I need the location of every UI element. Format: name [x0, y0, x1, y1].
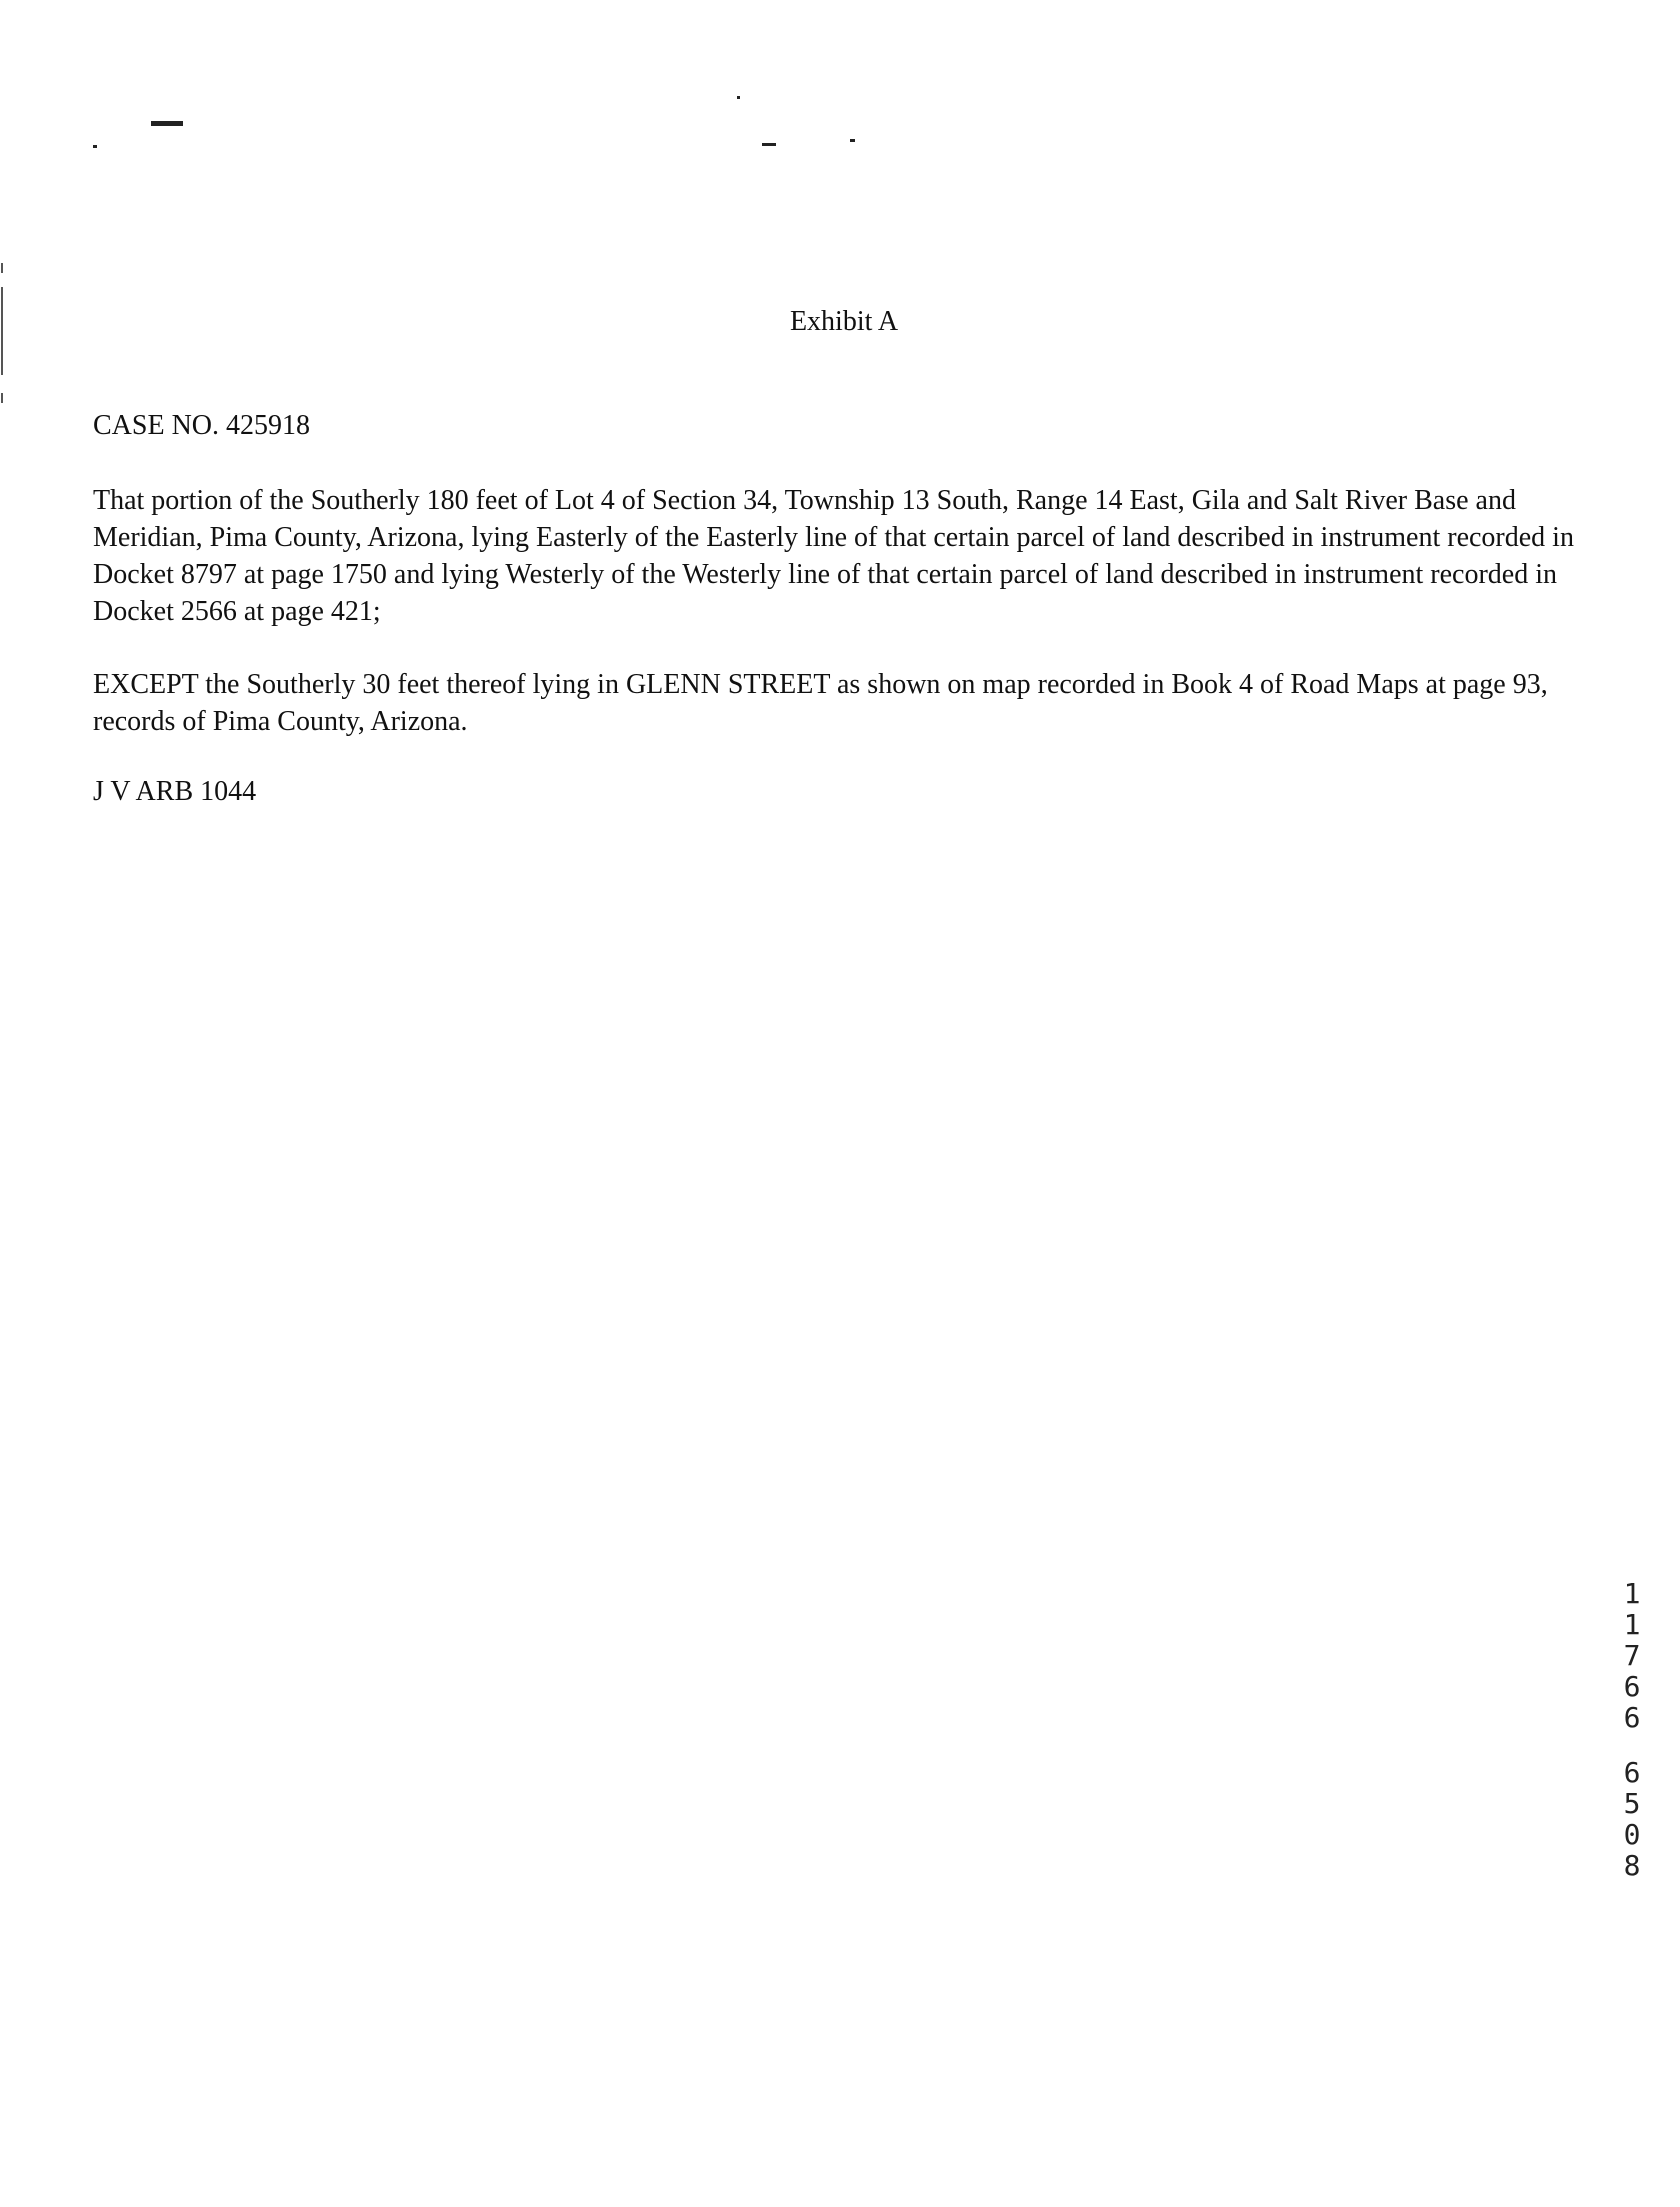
case-number: CASE NO. 425918: [93, 410, 311, 441]
reference-code: J V ARB 1044: [93, 776, 257, 807]
stamp-digit: 7: [1623, 1639, 1641, 1672]
stamp-digit: 8: [1623, 1849, 1641, 1882]
legal-description-paragraph: That portion of the Southerly 180 feet of Lot 4 of Section 34, Township 13 South, Range 14 East, Gila and Salt River Base and Meridian, Pima County, Arizona, lying Easterly of the Easterly line of that certain parcel of land described in instrument recorded in Docket 8797 at page 1750 and lying Westerly of the Westerly line of that certain parcel of land described in instrument recorded in Docket 2566 at page 421;: [93, 485, 1574, 627]
stamp-digit: 0: [1623, 1818, 1641, 1851]
stamp-digit: 1: [1623, 1608, 1641, 1641]
stamp-digit: 6: [1623, 1756, 1641, 1789]
recording-stamp: [1612, 1578, 1652, 1881]
scan-margin-line: [1, 263, 3, 273]
scan-margin-line: [1, 393, 3, 403]
scan-speck: [737, 96, 740, 99]
stamp-gap: [1612, 1733, 1652, 1757]
stamp-digit: 1: [1623, 1577, 1641, 1610]
stamp-digit: 6: [1623, 1670, 1641, 1703]
stamp-digit: 5: [1623, 1787, 1641, 1820]
stamp-digit: 6: [1623, 1701, 1641, 1734]
scan-speck: [850, 139, 855, 142]
exception-paragraph: EXCEPT the Southerly 30 feet thereof lying in GLENN STREET as shown on map recorded in Book 4 of Road Maps at page 93, records of Pima County, Arizona.: [93, 669, 1548, 737]
scan-speck: [762, 143, 776, 146]
exhibit-title: Exhibit A: [789, 306, 899, 337]
scan-speck: [151, 121, 183, 126]
scan-speck: [93, 145, 97, 148]
